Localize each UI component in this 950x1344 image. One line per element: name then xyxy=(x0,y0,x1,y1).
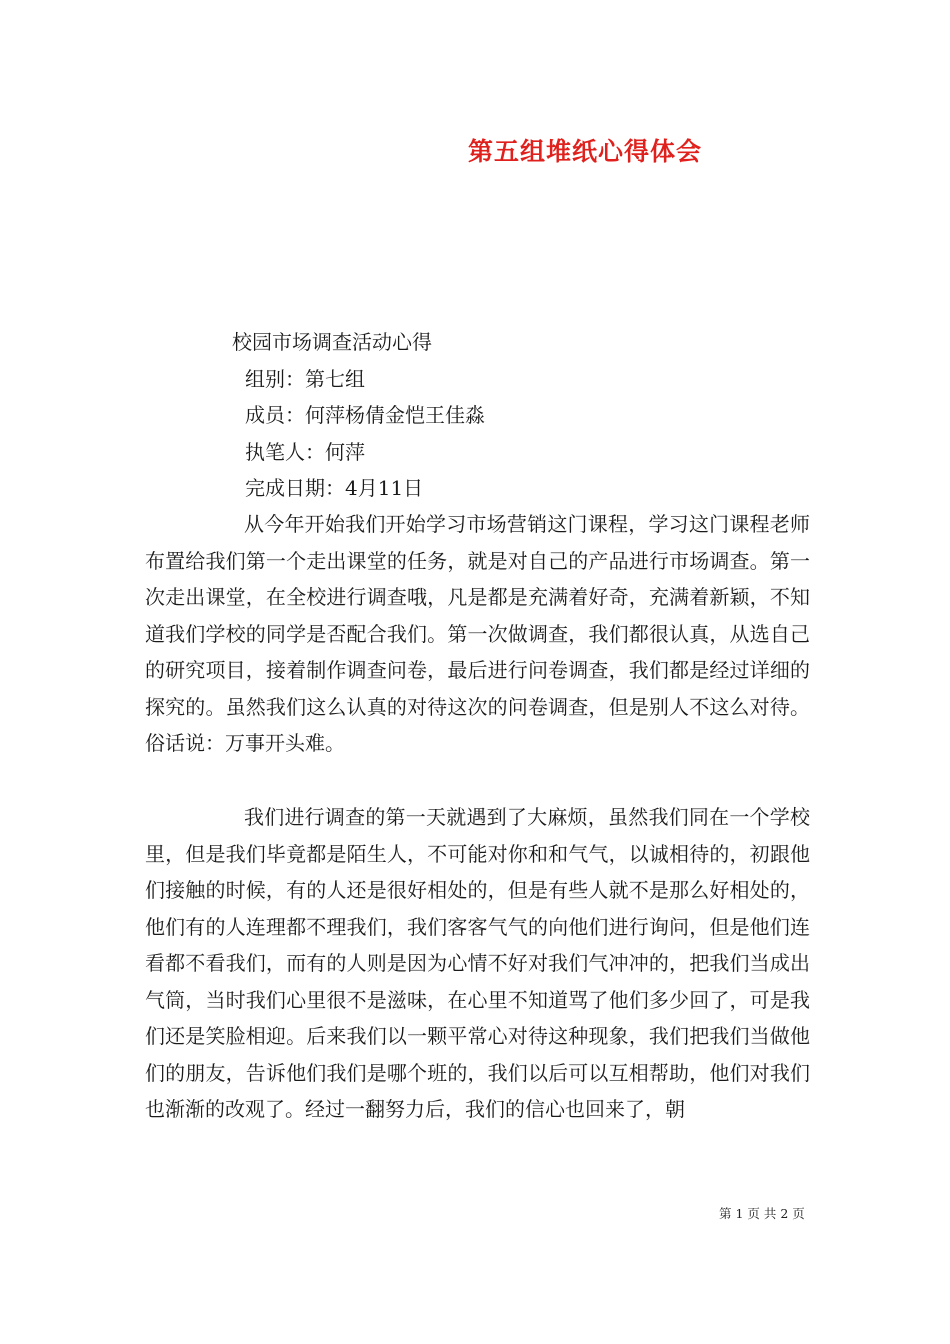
document-meta xyxy=(232,324,485,507)
meta-date: 完成日期：4月11日 xyxy=(245,476,424,500)
meta-members: 成员：何萍杨倩金恺王佳淼 xyxy=(245,403,485,427)
meta-writer: 执笔人：何萍 xyxy=(245,439,365,464)
body-paragraph-1: 从今年开始我们开始学习市场营销这门课程，学习这门课程老师布置给我们第一个走出课堂的任务，就是对自己的产品进行市场调查。第一次走出课堂，在全校进行调查哦，凡是都是充满着好奇，充满着新颖，不知道我们学校的同学是否配合我们。第一次做调查，我们都很认真，从选自己的研究项目，接着制作调查问卷，最后进行问卷调查，我们都是经过详细的探究的。虽然我们这么认真的对待这次的问卷调查，但是别人不这么对待。俗话说：万事开头难。 xyxy=(145,512,810,755)
body-paragraph-2: 我们进行调查的第一天就遇到了大麻烦，虽然我们同在一个学校里，但是我们毕竟都是陌生人，不可能对你和和气气，以诚相待的，初跟他们接触的时候，有的人还是很好相处的，但是有些人就不是那么好相处的，他们有的人连理都不理我们，我们客客气气的向他们进行询问，但是他们连看都不看我们，而有的人则是因为心情不好对我们气冲冲的，把我们当成出气筒，当时我们心里很不是滋味，在心里不知道骂了他们多少回了，可是我们还是笑脸相迎。后来我们以一颗平常心对待这种现象，我们把我们当做他们的朋友，告诉他们我们是哪个班的，我们以后可以互相帮助，他们对我们也渐渐的改观了。经过一翻努力后，我们的信心也回来了，朝 xyxy=(145,805,810,1121)
meta-subtitle: 校园市场调查活动心得 xyxy=(232,330,432,354)
document-title: 第五组堆纸心得体会 xyxy=(468,137,703,166)
page-footer: 第 1 页 共 2 页 xyxy=(719,1206,805,1221)
meta-group: 组别：第七组 xyxy=(245,366,365,391)
